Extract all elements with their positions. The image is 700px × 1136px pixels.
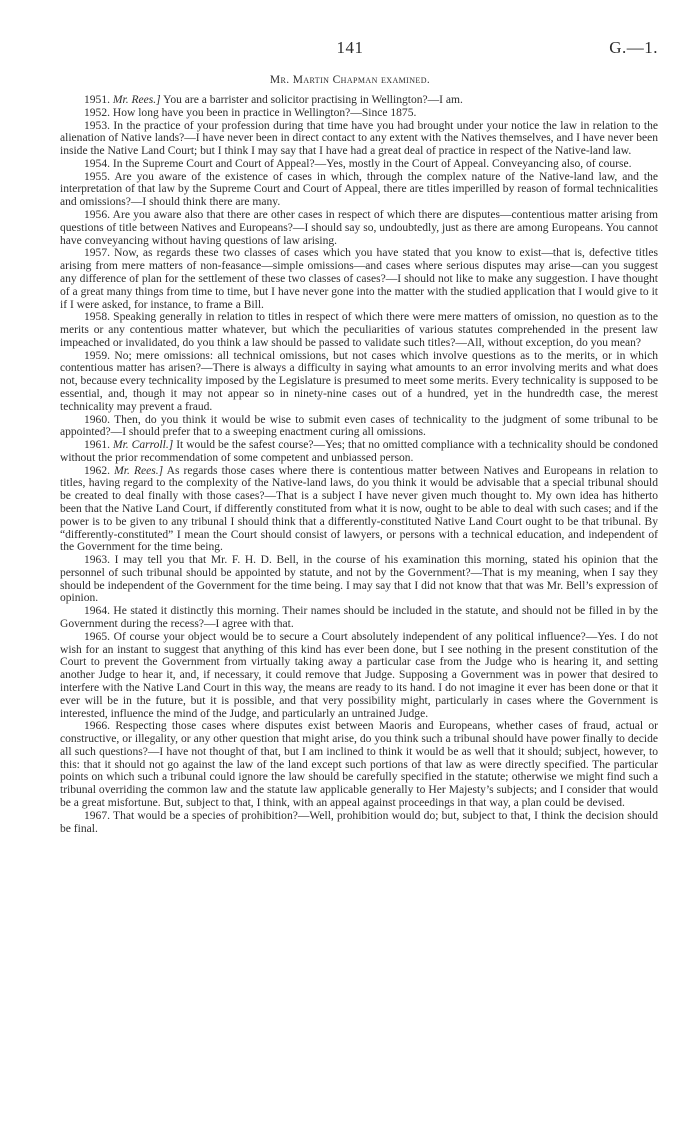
speaker-label: Mr. Rees.] <box>114 464 164 477</box>
paragraph-text: In the Supreme Court and Court of Appeal?—Yes, mostly in the Court of Appeal. Conveyancing also, of course. <box>112 157 632 170</box>
paragraph-text: Speaking generally in relation to titles in respect of which there were mere matters of omission, no question as to the merits or any contentious matter whatever, but which the peculiarities of various statutes comprehended in the present law impeached or invalidated, do you think a law should be passed to validate such titles?—All, without exception, do you mean? <box>60 311 659 349</box>
report-code: G.—1. <box>609 38 658 57</box>
paragraph-text: How long have you been in practice in Wellington?—Since 1875. <box>112 106 417 119</box>
testimony-paragraph <box>60 631 658 720</box>
question-number: 1955. <box>84 170 110 183</box>
question-number: 1961. <box>84 439 110 452</box>
speaker-label: Mr. Carroll.] <box>112 439 174 452</box>
question-number: 1966. <box>84 720 110 733</box>
question-number: 1960. <box>84 413 110 426</box>
paragraph-text: It would be the safest course?—Yes; that no omitted compliance with a technicality should be condoned without the prior recommendation of some competent and unbiassed person. <box>60 439 659 464</box>
page-number: 141 <box>336 38 364 57</box>
testimony-paragraph <box>60 810 658 836</box>
paragraph-text: That would be a species of prohibition?—Well, prohibition would do; but, subject to that, I think the decision should be final. <box>60 809 658 835</box>
testimony-paragraph <box>60 605 658 631</box>
testimony-paragraph <box>60 439 658 465</box>
question-number: 1954. <box>84 157 110 170</box>
question-number: 1964. <box>84 605 110 618</box>
testimony-paragraph <box>60 120 658 158</box>
paragraph-text: Are you aware also that there are other cases in respect of which there are disputes—contentious matter arising from questions of title between Natives and Europeans?—I should say so, undoubtedly, just as there are among Europeans. You cannot have conveyancing without having questions of law arising. <box>60 209 659 247</box>
section-title-text: Mr. Martin Chapman examined. <box>269 74 431 86</box>
paragraph-text: You are a barrister and solicitor practising in Wellington?—I am. <box>163 94 463 106</box>
question-number: 1951. <box>84 94 110 106</box>
question-number: 1956. <box>84 209 110 222</box>
question-number: 1957. <box>84 247 110 260</box>
testimony-paragraph <box>60 209 658 247</box>
paragraph-text: I may tell you that Mr. F. H. D. Bell, in the course of his examination this morning, stated his opinion that the personnel of such tribunal should be appointed by statute, and not by the Government?—That is my meaning, when I say they should be independent of the Government for the time being. I may say that I did not know that that was Mr. Bell’s expression of opinion. <box>60 554 658 605</box>
question-number: 1963. <box>84 554 110 567</box>
testimony-paragraph <box>60 414 658 440</box>
paragraph-text: As regards those cases where there is contentious matter between Natives and Europeans in relation to titles, having regard to the complexity of the Native-land laws, do you think it would be advisable that a special tribunal should be created to deal finally with those cases?—That is a subject I have never given much thought to. My own idea has hitherto been that the Native Land Court, if differently constituted from what it is now, ought to be able to deal with such cases; and if the power is to be given to any tribunal I should think that a differently-constituted Native Land Court ought to be that tribunal. By “differently-constituted” I mean the Court should consist of lawyers, or persons with a technical education, and independent of the Government for the time being. <box>60 464 658 554</box>
paragraph-text: No; mere omissions: all technical omissions, but not cases which involve questions as to the merits, or in which contentious matter has arisen?—There is always a difficulty in saying what amounts to an error involving merits and what does not, because every technicality imposed by the Legislature is presumed to meet some merits. Every technicality is supposed to be essential, and, though it may not appear so in ninety-nine cases out of a hundred, yet in the hundredth case, the merest technicality may prevent a fraud. <box>60 349 658 413</box>
testimony-paragraph <box>60 247 658 311</box>
testimony-paragraph <box>60 554 658 605</box>
paragraph-text: Now, as regards these two classes of cases which you have stated that you know to exist—that is, defective titles arising from mere matters of non-feasance—simple omissions—and cases where serious disputes may arise—can you suggest any difference of plan for the settlement of these two classes of cases?—I should not like to make any suggestion. I have thought of a great many things from time to time, but I have never gone into the matter with the studied application that I would give to it if I were asked, for instance, to frame a Bill. <box>60 247 658 311</box>
testimony-paragraph <box>60 311 658 349</box>
question-number: 1962. <box>84 464 110 477</box>
testimony-body <box>60 94 658 835</box>
testimony-paragraph <box>60 107 658 120</box>
paragraph-text: Are you aware of the existence of cases in which, through the complex nature of the Native-land law, and the interpretation of that law by the Supreme Court and Court of Appeal, there are titles imperilled by reason of formal technicalities and omissions?—I should think there are many. <box>60 170 658 209</box>
question-number: 1967. <box>84 809 110 822</box>
testimony-paragraph <box>60 171 658 209</box>
question-number: 1952. <box>84 106 110 119</box>
paragraph-text: Respecting those cases where disputes exist between Maoris and Europeans, whether cases of fraud, actual or constructive, or illegality, or any other question that might arise, do you think such a tribunal should have power finally to decide all such questions?—I have not thought of that, but I am inclined to think it would be as well that it should; subject, however, to this: that it should not go against the law of the land except such portions of that law as were directly specified. The particular points on which such a tribunal could ignore the law should be carefully specified in the statute; otherwise we might find such a tribunal overriding the common law and the statute law applicable generally to Her Majesty’s subjects; and I consider that would be a great misfortune. But, subject to that, I think, with an appeal against proceedings in that way, a plan could be devised. <box>60 720 659 809</box>
testimony-paragraph <box>60 158 658 171</box>
paragraph-text: Of course your object would be to secure a Court absolutely independent of any political influence?—Yes. I do not wish for an instant to suggest that anything of this kind has ever been done, but I see nothing in the present constitution of the Court to prevent the Government from virtually taking away a particular case from the Judge who is hearing it, and setting another Judge to hear it, and, if necessary, it could remove that Judge. Supposing a Government was in power that desired to interfere with the Native Land Court in this way, the means are ready to its hand. I do not imagine it ever has been done or that it ever will be in the future, but it is possible, and that very possibility might, particularly in cases where the Government is interested, influence the mind of the Judge, and particularly an untrained Judge. <box>60 630 658 720</box>
question-number: 1953. <box>84 119 110 132</box>
testimony-paragraph <box>60 720 658 809</box>
testimony-paragraph <box>60 350 658 414</box>
question-number: 1965. <box>84 630 110 643</box>
testimony-paragraph <box>60 465 658 554</box>
page-header <box>0 38 700 62</box>
question-number: 1959. <box>84 349 110 362</box>
speaker-label: Mr. Rees.] <box>112 94 161 106</box>
paragraph-text: Then, do you think it would be wise to submit even cases of technicality to the judgment of some tribunal to be appointed?—I should prefer that to a sweeping enactment curing all omissions. <box>60 413 658 439</box>
question-number: 1958. <box>84 311 110 324</box>
paragraph-text: He stated it distinctly this morning. Their names should be included in the statute, and should not be filled in by the Government during the recess?—I agree with that. <box>60 605 658 631</box>
testimony-paragraph <box>60 94 658 107</box>
section-title <box>0 74 700 86</box>
paragraph-text: In the practice of your profession during that time have you had brought under your notice the law in relation to the alienation of Native lands?—I have never been in direct contact to any extent with the Natives themselves, and I have never been inside the Native Land Court; but I think I may say that I have had a great deal of practice in respect of the Native-land law. <box>60 119 659 158</box>
